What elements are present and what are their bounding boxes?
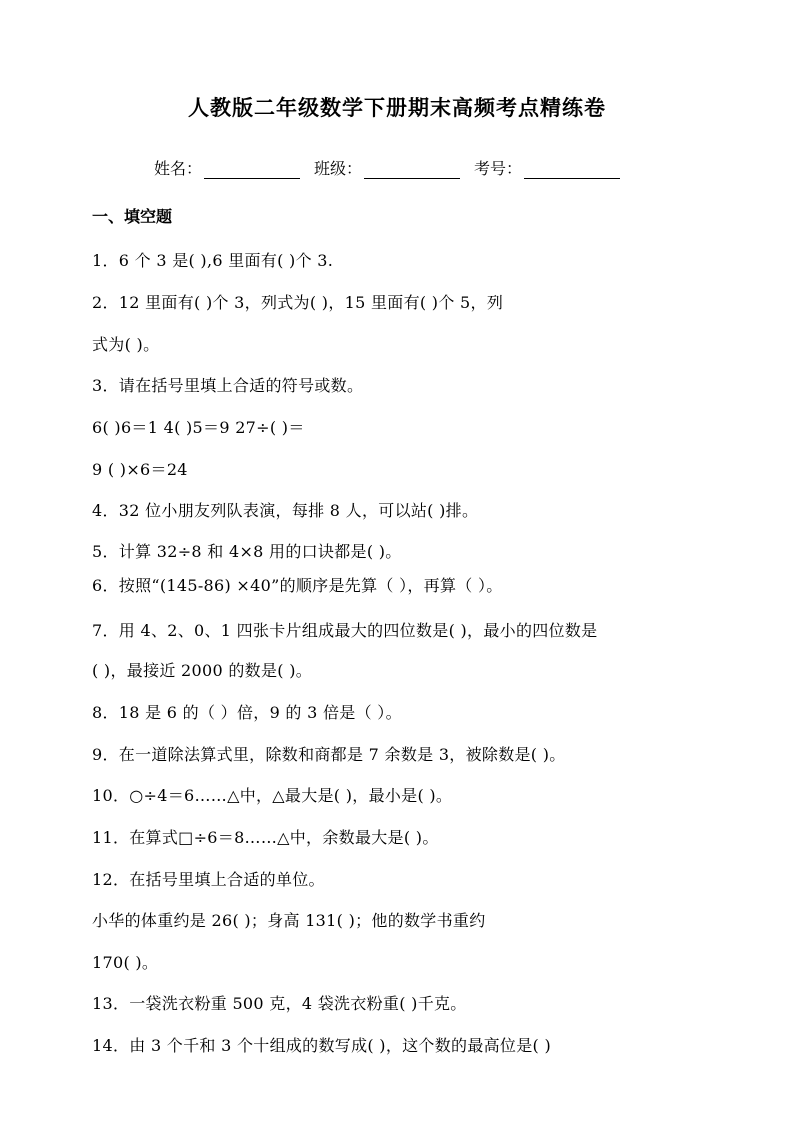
class-field (314, 156, 460, 179)
question-line: 3．请在括号里填上合适的符号或数。 (92, 376, 364, 395)
question-line: 14．由 3 个千和 3 个十组成的数写成( )，这个数的最高位是( ) (92, 1036, 552, 1055)
question-line: 10．○÷4＝6……△中，△最大是( )，最小是( )。 (92, 786, 453, 805)
class-label: 班级： (314, 159, 363, 178)
name-blank[interactable] (204, 162, 300, 179)
question-line: 7．用 4、2、0、1 四张卡片组成最大的四位数是( )，最小的四位数是 (92, 621, 598, 640)
question-line: 1．6 个 3 是( ),6 里面有( )个 3. (92, 251, 334, 270)
name-label: 姓名： (154, 159, 203, 178)
question-line: ( )，最接近 2000 的数是( )。 (92, 661, 313, 680)
question-line: 9．在一道除法算式里，除数和商都是 7 余数是 3，被除数是( )。 (92, 745, 566, 764)
question-line: 式为( )。 (92, 335, 160, 354)
question-line: 6．按照“(145-86) ×40”的顺序是先算（ ），再算（ ）。 (92, 576, 503, 595)
page-title: 人教版二年级数学下册期末高频考点精练卷 (188, 95, 606, 120)
student-info-row (154, 156, 634, 179)
section-title: 一、填空题 (92, 207, 173, 226)
question-line: 12．在括号里填上合适的单位。 (92, 870, 325, 889)
question-line: 13．一袋洗衣粉重 500 克，4 袋洗衣粉重( )千克。 (92, 994, 467, 1013)
question-line: 8．18 是 6 的（ ）倍，9 的 3 倍是（ ）。 (92, 703, 402, 722)
id-blank[interactable] (524, 162, 620, 179)
id-field (474, 156, 620, 179)
class-blank[interactable] (364, 162, 460, 179)
question-line: 170( )。 (92, 953, 159, 972)
question-line: 2．12 里面有( )个 3，列式为( )，15 里面有( )个 5，列 (92, 293, 504, 312)
name-field (154, 156, 300, 179)
question-line: 6( )6＝1 4( )5＝9 27÷( )＝ (92, 418, 305, 437)
question-line: 5．计算 32÷8 和 4×8 用的口诀都是( )。 (92, 542, 402, 561)
question-line: 9 ( )×6＝24 (92, 460, 188, 479)
question-line: 11．在算式□÷6＝8……△中，余数最大是( )。 (92, 828, 439, 847)
question-line: 小华的体重约是 26( )；身高 131( )；他的数学书重约 (92, 911, 486, 930)
id-label: 考号： (474, 159, 523, 178)
question-line: 4．32 位小朋友列队表演，每排 8 人，可以站( )排。 (92, 501, 479, 520)
